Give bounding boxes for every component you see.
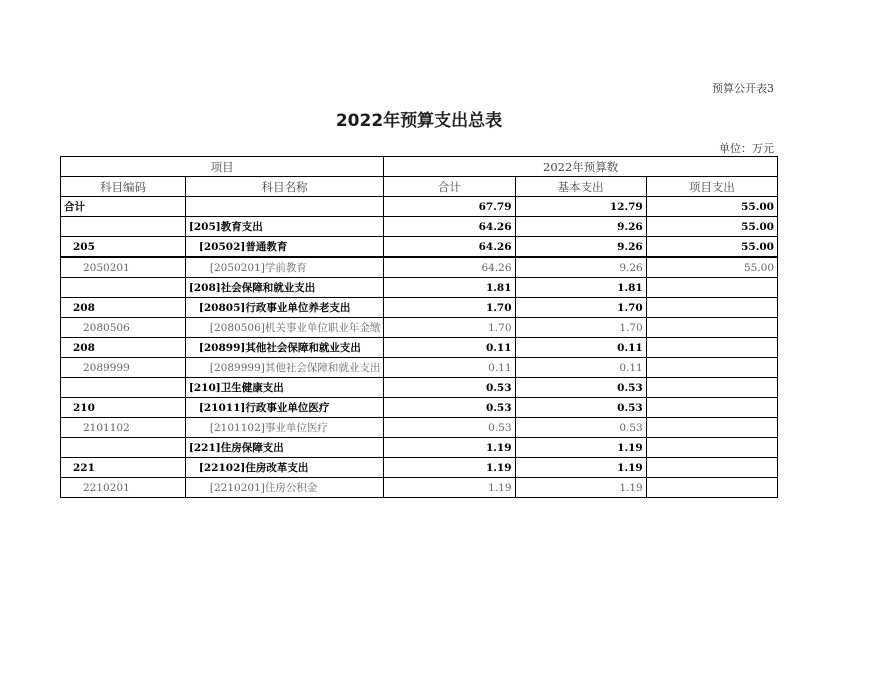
- row-name: [205]教育支出: [185, 217, 383, 237]
- row-total: 0.53: [384, 398, 515, 418]
- table-row: [61, 458, 778, 478]
- row-total: 1.70: [384, 318, 515, 338]
- table-row: [61, 358, 778, 378]
- header-budget-group: 2022年预算数: [384, 157, 778, 177]
- row-total: 1.81: [384, 278, 515, 298]
- table-row: [61, 318, 778, 338]
- row-total: 1.19: [384, 458, 515, 478]
- header-code: 科目编码: [61, 177, 186, 197]
- row-basic: 12.79: [515, 197, 646, 217]
- header-item-group: 项目: [61, 157, 384, 177]
- header-column-row: [61, 177, 778, 197]
- row-code: [61, 378, 186, 398]
- row-basic: 9.26: [515, 257, 646, 278]
- row-name: [20805]行政事业单位养老支出: [185, 298, 383, 318]
- table-row: [61, 418, 778, 438]
- row-code: 208: [61, 298, 186, 318]
- row-project: [646, 438, 777, 458]
- row-total: 64.26: [384, 217, 515, 237]
- row-name: [21011]行政事业单位医疗: [185, 398, 383, 418]
- budget-table: [60, 156, 778, 498]
- row-basic: 1.81: [515, 278, 646, 298]
- row-project: 55.00: [646, 257, 777, 278]
- table-row: [61, 257, 778, 278]
- row-total: 0.53: [384, 418, 515, 438]
- row-project: [646, 338, 777, 358]
- row-project: [646, 318, 777, 338]
- row-project: [646, 298, 777, 318]
- row-project: [646, 478, 777, 498]
- row-name: [22102]住房改革支出: [185, 458, 383, 478]
- header-total: 合计: [384, 177, 515, 197]
- row-project: [646, 278, 777, 298]
- row-name: [185, 197, 383, 217]
- table-row: [61, 278, 778, 298]
- row-project: [646, 398, 777, 418]
- unit-label: 单位：万元: [719, 142, 774, 155]
- row-name: [2101102]事业单位医疗: [185, 418, 383, 438]
- row-code: 210: [61, 398, 186, 418]
- row-code: 205: [61, 237, 186, 258]
- row-name: [208]社会保障和就业支出: [185, 278, 383, 298]
- row-name: [2089999]其他社会保障和就业支出: [185, 358, 383, 378]
- table-number-label: 预算公开表3: [712, 82, 774, 95]
- row-project: [646, 418, 777, 438]
- table-row: [61, 378, 778, 398]
- row-code: 2210201: [61, 478, 186, 498]
- page-title: 2022年预算支出总表: [335, 111, 503, 131]
- row-name: [2080506]机关事业单位职业年金缴: [185, 318, 383, 338]
- row-basic: 0.11: [515, 358, 646, 378]
- header-group-row: [61, 157, 778, 177]
- row-project: 55.00: [646, 237, 777, 258]
- header-basic: 基本支出: [515, 177, 646, 197]
- row-basic: 0.53: [515, 398, 646, 418]
- row-total: 0.11: [384, 338, 515, 358]
- row-code: 2080506: [61, 318, 186, 338]
- table-row: [61, 298, 778, 318]
- table-row: [61, 338, 778, 358]
- row-code: 208: [61, 338, 186, 358]
- row-code: [61, 438, 186, 458]
- row-project: 55.00: [646, 197, 777, 217]
- row-total: 1.19: [384, 478, 515, 498]
- row-project: [646, 458, 777, 478]
- row-code: [61, 278, 186, 298]
- row-basic: 1.19: [515, 478, 646, 498]
- row-total: 67.79: [384, 197, 515, 217]
- row-basic: 9.26: [515, 237, 646, 258]
- table-row: [61, 398, 778, 418]
- row-name: [20502]普通教育: [185, 237, 383, 258]
- header-name: 科目名称: [185, 177, 383, 197]
- row-total: 0.53: [384, 378, 515, 398]
- row-basic: 1.70: [515, 298, 646, 318]
- row-name: [221]住房保障支出: [185, 438, 383, 458]
- row-basic: 0.11: [515, 338, 646, 358]
- row-total: 1.19: [384, 438, 515, 458]
- row-basic: 0.53: [515, 378, 646, 398]
- row-project: [646, 378, 777, 398]
- row-project: [646, 358, 777, 378]
- row-name: [20899]其他社会保障和就业支出: [185, 338, 383, 358]
- row-code: [61, 217, 186, 237]
- row-code: 合计: [61, 197, 186, 217]
- row-basic: 1.19: [515, 438, 646, 458]
- table-row: [61, 438, 778, 458]
- table-row: [61, 237, 778, 258]
- row-code: 2089999: [61, 358, 186, 378]
- row-basic: 9.26: [515, 217, 646, 237]
- row-code: 221: [61, 458, 186, 478]
- row-basic: 0.53: [515, 418, 646, 438]
- row-code: 2050201: [61, 257, 186, 278]
- row-basic: 1.19: [515, 458, 646, 478]
- row-name: [2210201]住房公积金: [185, 478, 383, 498]
- row-total: 64.26: [384, 237, 515, 258]
- row-project: 55.00: [646, 217, 777, 237]
- table-row: [61, 478, 778, 498]
- header-project: 项目支出: [646, 177, 777, 197]
- row-total: 0.11: [384, 358, 515, 378]
- row-total: 64.26: [384, 257, 515, 278]
- table-row-total: [61, 197, 778, 217]
- table-row: [61, 217, 778, 237]
- row-basic: 1.70: [515, 318, 646, 338]
- row-code: 2101102: [61, 418, 186, 438]
- row-name: [2050201]学前教育: [185, 257, 383, 278]
- row-name: [210]卫生健康支出: [185, 378, 383, 398]
- row-total: 1.70: [384, 298, 515, 318]
